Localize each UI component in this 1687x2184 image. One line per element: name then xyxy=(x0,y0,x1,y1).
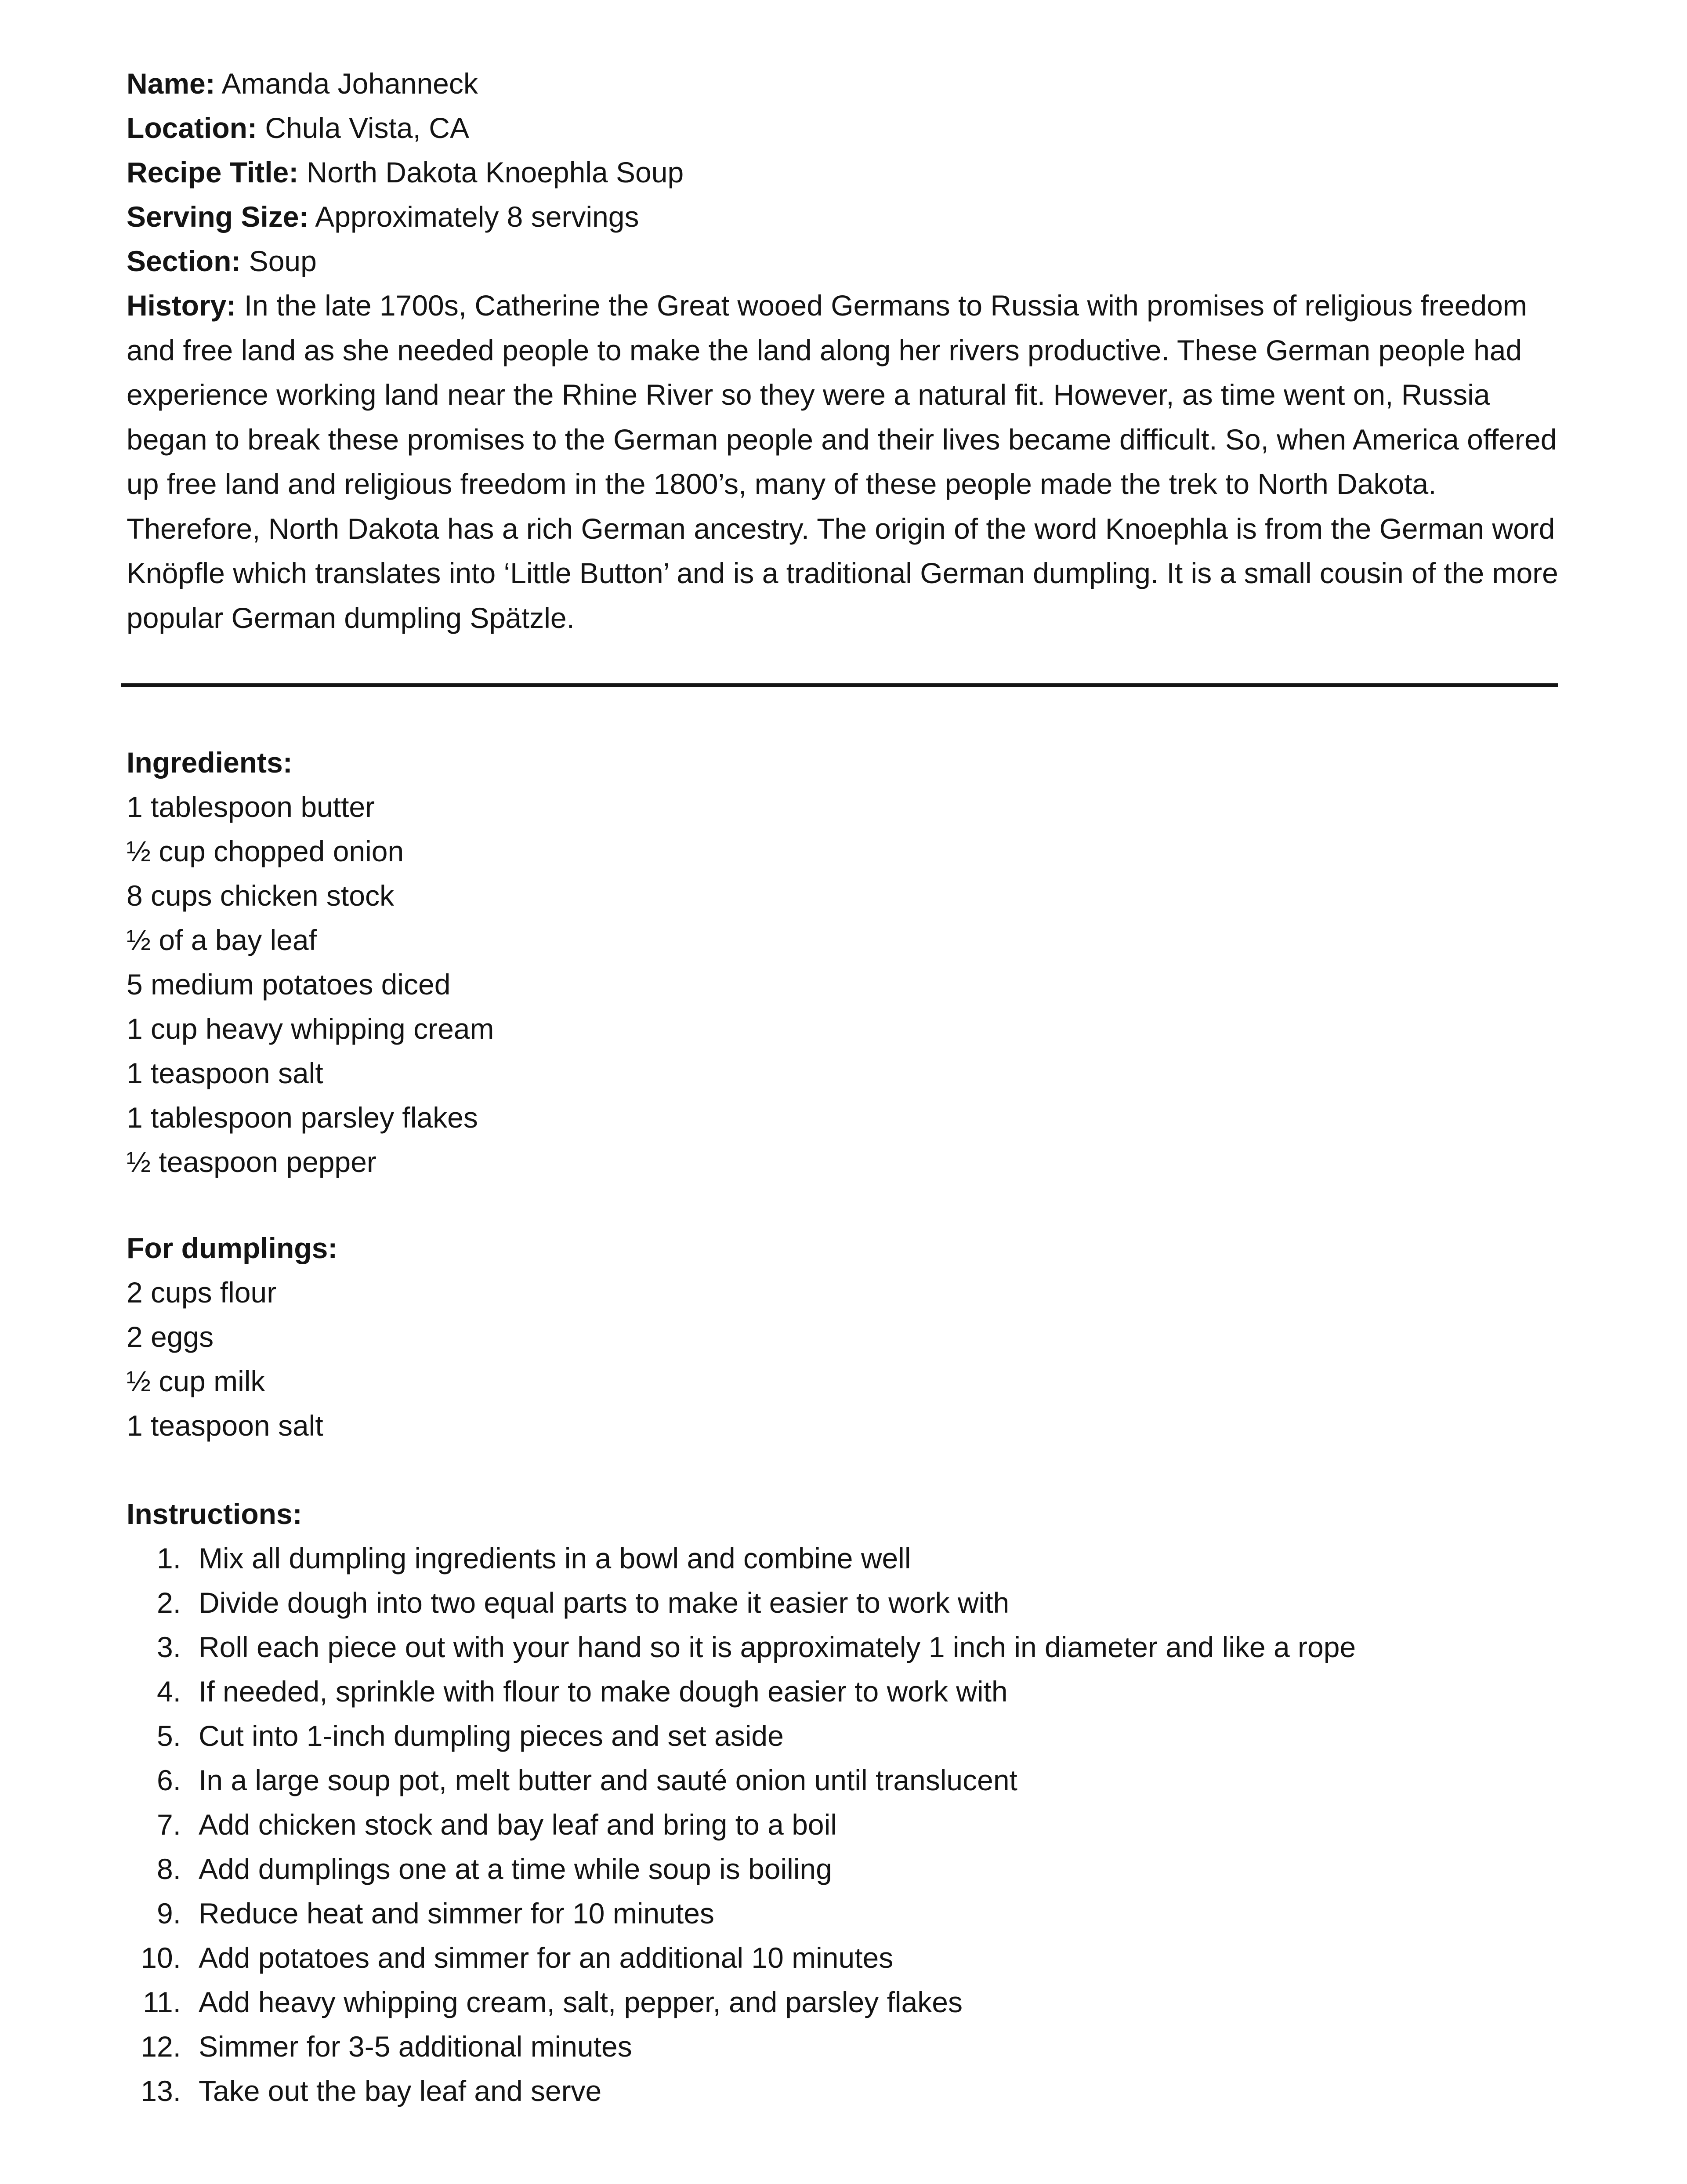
instruction-step xyxy=(127,1536,1356,1581)
ingredients-section xyxy=(127,740,494,1184)
name-line xyxy=(127,62,1560,106)
instruction-step xyxy=(127,1669,1356,1714)
instruction-step xyxy=(127,1581,1356,1625)
dumplings-list xyxy=(127,1270,337,1448)
ingredient-item: 1 cup heavy whipping cream xyxy=(127,1012,494,1045)
serving-size-line xyxy=(127,195,1560,239)
step-text: Take out the bay leaf and serve xyxy=(199,2075,602,2107)
ingredient-item: 5 medium potatoes diced xyxy=(127,968,451,1001)
step-text: Mix all dumpling ingredients in a bowl and combine well xyxy=(199,1542,911,1575)
ingredient-item: 1 teaspoon salt xyxy=(127,1057,323,1089)
history-label: History: xyxy=(127,289,236,322)
dumpling-ingredient-item: ½ cup milk xyxy=(127,1365,265,1397)
history-paragraph xyxy=(127,283,1560,640)
instruction-step xyxy=(127,1980,1356,2024)
step-number: 13. xyxy=(141,2075,181,2107)
step-number: 7. xyxy=(156,1808,181,1841)
instruction-step xyxy=(127,1625,1356,1669)
location-value: Chula Vista, CA xyxy=(265,112,469,144)
step-number: 3. xyxy=(156,1631,181,1663)
instruction-step xyxy=(127,1847,1356,1891)
ingredient-item: ½ cup chopped onion xyxy=(127,835,404,867)
ingredient-item: 8 cups chicken stock xyxy=(127,879,394,912)
dumpling-ingredient-item: 2 eggs xyxy=(127,1321,214,1353)
instructions-section xyxy=(127,1492,1356,2113)
dumpling-ingredient-item: 1 teaspoon salt xyxy=(127,1409,323,1442)
step-text: Roll each piece out with your hand so it is approximately 1 inch in diameter and like a rope xyxy=(199,1631,1356,1663)
step-text: Add potatoes and simmer for an additional 10 minutes xyxy=(199,1941,894,1974)
step-text: Divide dough into two equal parts to make it easier to work with xyxy=(199,1586,1010,1619)
section-value: Soup xyxy=(249,245,317,277)
section-label: Section: xyxy=(127,245,241,277)
step-text: Reduce heat and simmer for 10 minutes xyxy=(199,1897,714,1930)
ingredient-item: ½ teaspoon pepper xyxy=(127,1146,376,1178)
instruction-step xyxy=(127,1714,1356,1758)
ingredients-list xyxy=(127,785,494,1184)
ingredient-item: ½ of a bay leaf xyxy=(127,924,317,956)
dumplings-heading: For dumplings: xyxy=(127,1232,338,1264)
instruction-step xyxy=(127,2069,1356,2113)
serving-size-label: Serving Size: xyxy=(127,200,309,233)
step-text: Add heavy whipping cream, salt, pepper, and parsley flakes xyxy=(199,1986,963,2018)
section-line xyxy=(127,239,1560,283)
step-number: 6. xyxy=(156,1764,181,1796)
instruction-step xyxy=(127,1758,1356,1803)
step-text: Simmer for 3-5 additional minutes xyxy=(199,2030,632,2063)
dumplings-section xyxy=(127,1226,337,1448)
instructions-list xyxy=(127,1536,1356,2113)
step-text: If needed, sprinkle with flour to make dough easier to work with xyxy=(199,1675,1008,1708)
step-number: 1. xyxy=(156,1542,181,1575)
location-line xyxy=(127,106,1560,150)
step-number: 2. xyxy=(156,1586,181,1619)
step-number: 12. xyxy=(141,2030,181,2063)
name-value: Amanda Johanneck xyxy=(221,67,478,100)
ingredients-heading: Ingredients: xyxy=(127,746,293,779)
recipe-title-line xyxy=(127,150,1560,195)
step-number: 9. xyxy=(156,1897,181,1930)
step-number: 8. xyxy=(156,1853,181,1885)
location-label: Location: xyxy=(127,112,257,144)
instruction-step xyxy=(127,2024,1356,2069)
instructions-heading: Instructions: xyxy=(127,1498,302,1530)
serving-size-value: Approximately 8 servings xyxy=(315,200,639,233)
step-text: Cut into 1-inch dumpling pieces and set aside xyxy=(199,1720,784,1752)
step-text: Add dumplings one at a time while soup is boiling xyxy=(199,1853,832,1885)
ingredient-item: 1 tablespoon butter xyxy=(127,791,375,823)
step-text: In a large soup pot, melt butter and sauté onion until translucent xyxy=(199,1764,1017,1796)
step-number: 5. xyxy=(156,1720,181,1752)
step-number: 10. xyxy=(141,1941,181,1974)
instruction-step xyxy=(127,1803,1356,1847)
step-number: 4. xyxy=(156,1675,181,1708)
ingredient-item: 1 tablespoon parsley flakes xyxy=(127,1101,478,1134)
divider-line xyxy=(121,683,1558,687)
history-text: In the late 1700s, Catherine the Great wooed Germans to Russia with promises of religious freedom and free land as she needed people to make the land along her rivers productive. These German people had experience working land near the Rhine River so they were a natural fit. However, as time went on, Russia began to break these promises to the German people and their lives became difficult. So, when America offered up free land and religious freedom in the 1800’s, many of these people made the trek to North Dakota. Therefore, North Dakota has a rich German ancestry. The origin of the word Knoephla is from the German word Knöpfle which translates into ‘Little Button’ and is a traditional German dumpling. It is a small cousin of the more popular German dumpling Spätzle. xyxy=(127,289,1558,634)
step-number: 11. xyxy=(143,1986,181,2018)
dumpling-ingredient-item: 2 cups flour xyxy=(127,1276,277,1309)
instruction-step xyxy=(127,1936,1356,1980)
step-text: Add chicken stock and bay leaf and bring to a boil xyxy=(199,1808,837,1841)
recipe-title-value: North Dakota Knoephla Soup xyxy=(306,156,684,189)
instruction-step xyxy=(127,1891,1356,1936)
recipe-title-label: Recipe Title: xyxy=(127,156,299,189)
recipe-document xyxy=(127,62,1560,2107)
name-label: Name: xyxy=(127,67,215,100)
